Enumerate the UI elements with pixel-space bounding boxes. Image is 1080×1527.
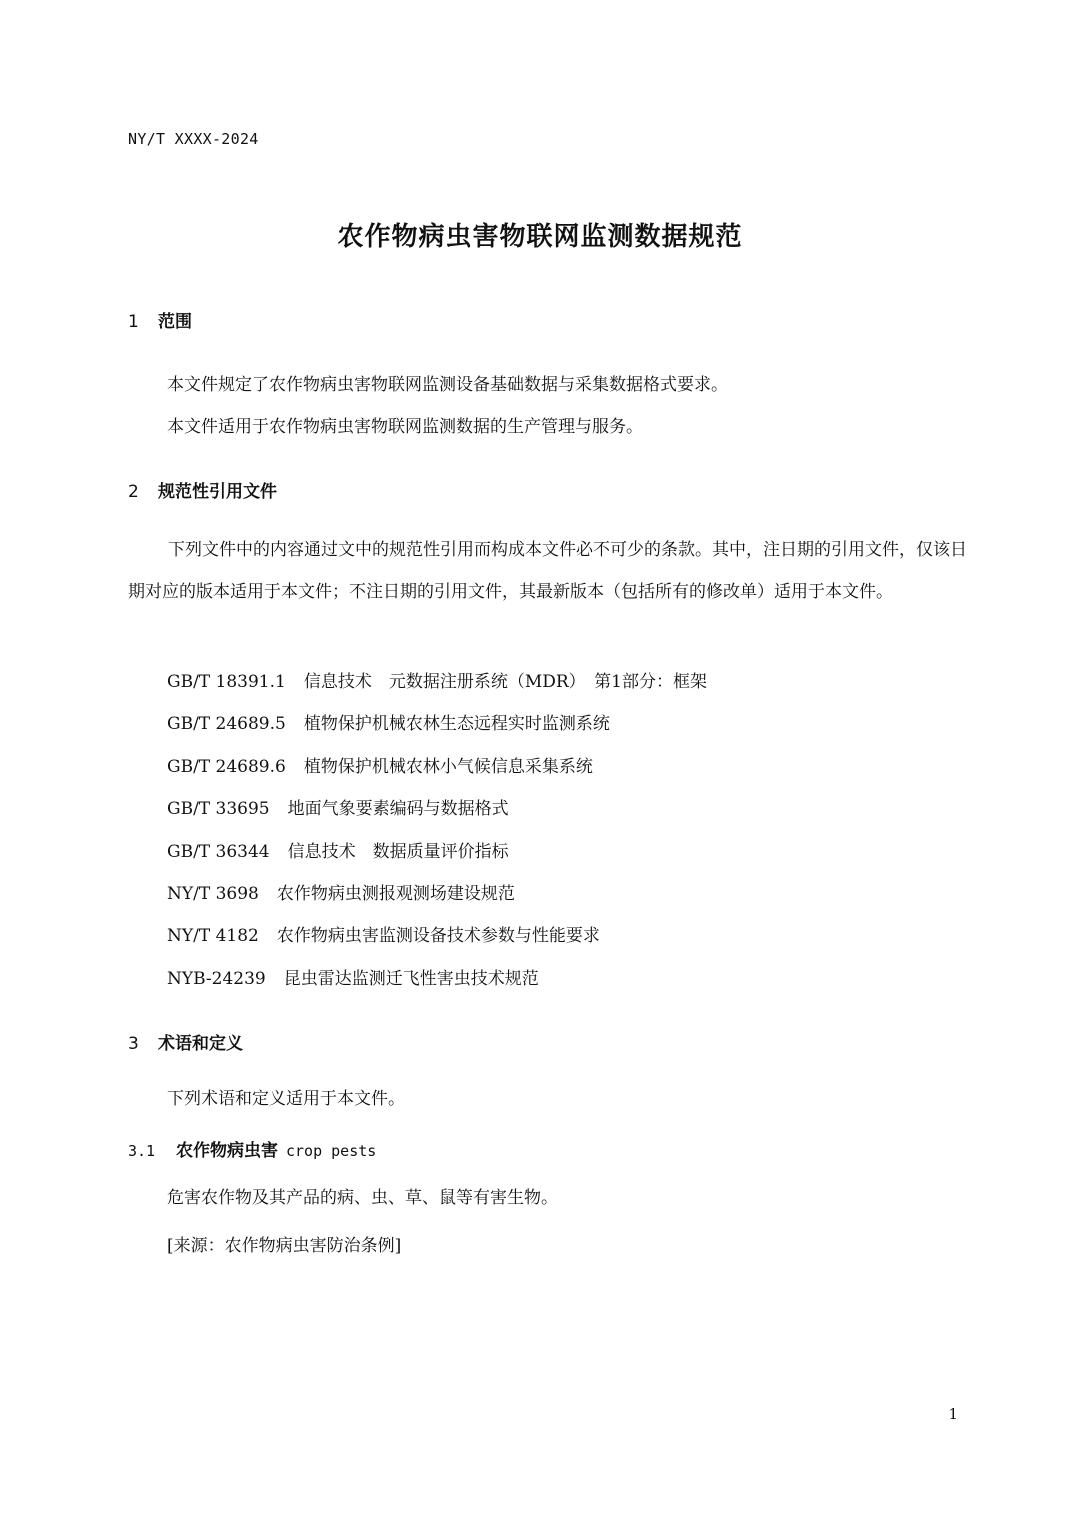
- reference-item: [167, 837, 509, 862]
- term-number: 3.1: [128, 1142, 156, 1160]
- section-title: 范围: [158, 312, 192, 332]
- section-3-heading: [128, 1029, 243, 1054]
- standard-code: NY/T XXXX-2024: [128, 130, 259, 148]
- section-number: 3: [128, 1034, 139, 1054]
- reference-title: 农作物病虫害监测设备技术参数与性能要求: [276, 926, 600, 946]
- reference-code: NYB-24239: [167, 969, 266, 989]
- intro-text: 下列文件中的内容通过文中的规范性引用而构成本文件必不可少的条款。其中，注日期的引用文件，仅该日期对应的版本适用于本文件；不注日期的引用文件，其最新版本（包括所有的修改单）适用于本文件。: [128, 540, 967, 602]
- reference-title: 地面气象要素编码与数据格式: [287, 799, 509, 819]
- reference-item: [167, 794, 509, 819]
- reference-item: [167, 709, 610, 734]
- reference-title: 植物保护机械农林生态远程实时监测系统: [303, 714, 610, 734]
- section-1-heading: [128, 307, 192, 332]
- section-title: 规范性引用文件: [158, 482, 277, 502]
- reference-code: GB/T 24689.6: [167, 757, 286, 777]
- reference-item: [167, 752, 593, 777]
- section-2-heading: [128, 477, 277, 502]
- reference-code: GB/T 33695: [167, 799, 270, 819]
- reference-item: [167, 921, 600, 946]
- reference-item: [167, 879, 515, 904]
- document-title: 农作物病虫害物联网监测数据规范: [337, 222, 743, 252]
- reference-item: [167, 667, 707, 692]
- section-number: 2: [128, 482, 139, 502]
- term-source: [来源：农作物病虫害防治条例]: [167, 1236, 402, 1256]
- term-chinese: 农作物病虫害: [176, 1141, 278, 1161]
- reference-item: [167, 964, 539, 989]
- reference-code: GB/T 18391.1: [167, 672, 286, 692]
- reference-code: NY/T 4182: [167, 926, 259, 946]
- reference-code: GB/T 36344: [167, 842, 270, 862]
- reference-code: NY/T 3698: [167, 884, 259, 904]
- term-heading: [128, 1136, 376, 1161]
- reference-title: 昆虫雷达监测迁飞性害虫技术规范: [283, 969, 539, 989]
- reference-title: 信息技术 数据质量评价指标: [287, 842, 509, 862]
- paragraph: 本文件适用于农作物病虫害物联网监测数据的生产管理与服务。: [167, 417, 643, 437]
- reference-title: 农作物病虫测报观测场建设规范: [276, 884, 515, 904]
- reference-title: 植物保护机械农林小气候信息采集系统: [303, 757, 593, 777]
- term-english: crop pests: [286, 1142, 377, 1160]
- term-definition: 危害农作物及其产品的病、虫、草、鼠等有害生物。: [167, 1188, 558, 1208]
- section-title: 术语和定义: [158, 1034, 243, 1054]
- paragraph: 本文件规定了农作物病虫害物联网监测设备基础数据与采集数据格式要求。: [167, 375, 728, 395]
- reference-code: GB/T 24689.5: [167, 714, 286, 734]
- section-number: 1: [128, 312, 139, 332]
- reference-title: 信息技术 元数据注册系统（MDR） 第1部分：框架: [303, 672, 707, 692]
- section-2-intro: [128, 529, 980, 613]
- page-number: 1: [948, 1405, 958, 1423]
- section-3-intro: 下列术语和定义适用于本文件。: [167, 1089, 405, 1109]
